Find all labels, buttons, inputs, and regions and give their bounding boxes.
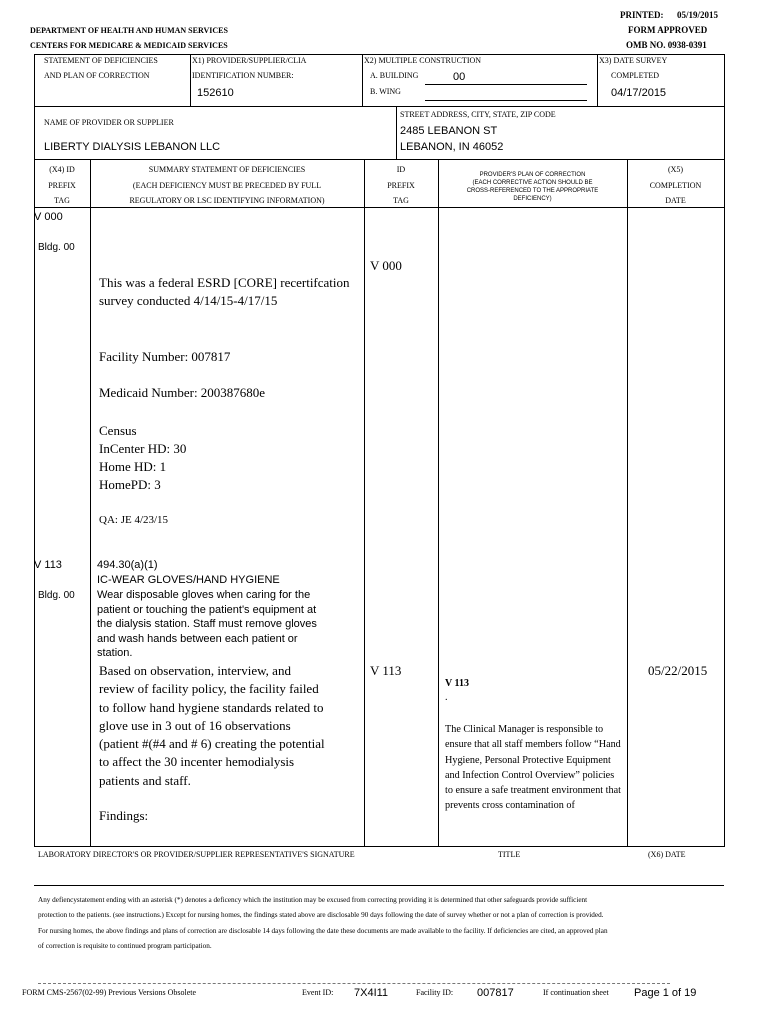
x3-label-1: X3) DATE SURVEY bbox=[599, 56, 668, 65]
x3-label-2: COMPLETED bbox=[611, 71, 659, 80]
building-value: 00 bbox=[453, 71, 466, 83]
facility-id-label: Facility ID: bbox=[416, 988, 454, 997]
id-tag-v113: V 113 bbox=[370, 663, 402, 678]
col-plan-1: PROVIDER'S PLAN OF CORRECTION bbox=[479, 172, 586, 178]
qa-note: QA: JE 4/23/15 bbox=[99, 514, 169, 526]
regulation-title: IC-WEAR GLOVES/HAND HYGIENE bbox=[97, 574, 280, 586]
statement-label-2: AND PLAN OF CORRECTION bbox=[44, 71, 150, 80]
col-id-2: PREFIX bbox=[387, 181, 415, 190]
plan-tag: V 113 bbox=[445, 678, 469, 689]
census-label: Census bbox=[99, 423, 137, 438]
director-signature-label: LABORATORY DIRECTOR'S OR PROVIDER/SUPPLIER REPRESENTATIVE'S SIGNATURE bbox=[38, 850, 355, 859]
tag-v000: V 000 bbox=[34, 211, 63, 223]
provider-name-label: NAME OF PROVIDER OR SUPPLIER bbox=[44, 118, 174, 127]
printed-label: PRINTED: bbox=[620, 10, 664, 20]
printed-date: 05/19/2015 bbox=[677, 10, 719, 20]
provider-id-number: 152610 bbox=[197, 87, 234, 99]
bldg-v113: Bldg. 00 bbox=[38, 590, 75, 601]
col-x5-3: DATE bbox=[665, 196, 686, 205]
dept-name: DEPARTMENT OF HEALTH AND HUMAN SERVICES bbox=[30, 26, 228, 35]
event-id: 7X4I11 bbox=[354, 987, 389, 999]
finding-text: Based on observation, interview, and review of facility policy, the facility failed to follow hand hygiene standards related to glove use in 3 out of 16 observations (patient #(#4 and # 6) creating the potential to affect the 30 incenter hemodialysis patients and staff. bbox=[99, 663, 325, 788]
survey-description: This was a federal ESRD [CORE] recertifcation survey conducted 4/14/15-4/17/15 bbox=[99, 275, 350, 308]
home-pd: HomePD: 3 bbox=[99, 477, 161, 492]
continuation-label: If continuation sheet bbox=[543, 988, 609, 997]
omb-number: OMB NO. 0938-0391 bbox=[626, 40, 707, 50]
col-x4-2: PREFIX bbox=[48, 181, 76, 190]
col-id-3: TAG bbox=[393, 196, 409, 205]
col-plan-4: DEFICIENCY) bbox=[513, 196, 552, 202]
x2-label: X2) MULTIPLE CONSTRUCTION bbox=[364, 56, 482, 65]
id-tag-v000: V 000 bbox=[370, 258, 402, 273]
event-id-label: Event ID: bbox=[302, 988, 334, 997]
regulation-text: Wear disposable gloves when caring for the patient or touching the patient's equipment at the dialysis station. Staff must remove gloves and wash hands between each patient or station. bbox=[97, 589, 317, 659]
home-hd: Home HD: 1 bbox=[99, 459, 167, 474]
disclaimer-text: Any defiencystatement ending with an asterisk (*) denotes a deficency which the institution may be excused from correcting providing it is determined that other safeguards provide sufficient protection to the patients. (see instructions.) Except for nursing homes, the findings stated above are disclosable 90 days following the date of survey whether or not a plan of correction is provided. For nursing homes, the above findings and plans of correction are disclosable 14 days following the date these documents are made available to the facility. If deficiencies are cited, an approved plan of correction is requisite to continued program participation. bbox=[38, 896, 608, 950]
form-approved: FORM APPROVED bbox=[628, 25, 708, 35]
page-number: Page 1 of 19 bbox=[634, 987, 697, 999]
provider-name: LIBERTY DIALYSIS LEBANON LLC bbox=[44, 141, 221, 153]
street-address: 2485 LEBANON ST bbox=[400, 125, 498, 137]
col-x4-1: (X4) ID bbox=[49, 165, 75, 174]
col-id-1: ID bbox=[396, 165, 406, 174]
bldg-v000: Bldg. 00 bbox=[38, 242, 75, 253]
form-id: FORM CMS-2567(02-99) Previous Versions Obsolete bbox=[22, 988, 197, 997]
col-summary-3: REGULATORY OR LSC IDENTIFYING INFORMATION) bbox=[129, 196, 325, 205]
tag-v113: V 113 bbox=[34, 559, 62, 571]
x1-label-2: IDENTIFICATION NUMBER: bbox=[192, 71, 294, 80]
col-summary-2: (EACH DEFICIENCY MUST BE PRECEDED BY FULL bbox=[132, 181, 322, 190]
col-summary-1: SUMMARY STATEMENT OF DEFICIENCIES bbox=[148, 165, 306, 174]
medicaid-number: Medicaid Number: 200387680e bbox=[99, 385, 266, 400]
col-plan-2: (EACH CORRECTIVE ACTION SHOULD BE bbox=[472, 180, 593, 186]
completion-date: 05/22/2015 bbox=[648, 663, 708, 678]
incenter-hd: InCenter HD: 30 bbox=[99, 441, 187, 456]
city-state-zip: LEBANON, IN 46052 bbox=[400, 141, 504, 153]
facility-number: Facility Number: 007817 bbox=[99, 349, 231, 364]
address-label: STREET ADDRESS, CITY, STATE, ZIP CODE bbox=[400, 110, 556, 119]
regulation-cite: 494.30(a)(1) bbox=[97, 559, 158, 571]
findings-label: Findings: bbox=[99, 808, 149, 823]
col-x5-1: (X5) bbox=[667, 165, 684, 174]
survey-date: 04/17/2015 bbox=[611, 87, 667, 99]
date-label: (X6) DATE bbox=[648, 850, 686, 859]
plan-dot: . bbox=[445, 692, 448, 703]
wing-label: B. WING bbox=[370, 87, 401, 96]
col-x4-3: TAG bbox=[54, 196, 70, 205]
building-label: A. BUILDING bbox=[370, 71, 419, 80]
facility-id: 007817 bbox=[477, 987, 514, 999]
centers-name: CENTERS FOR MEDICARE & MEDICAID SERVICES bbox=[30, 41, 228, 50]
statement-label-1: STATEMENT OF DEFICIENCIES bbox=[44, 56, 158, 65]
plan-text: The Clinical Manager is responsible to ensure that all staff members follow “Hand Hygiene, Personal Protective Equipment and Infection Control Overview” policies to ensure a safe treatment environment that prevents cross contamination of bbox=[445, 724, 621, 812]
col-x5-2: COMPLETION bbox=[649, 181, 702, 190]
x1-label-1: X1) PROVIDER/SUPPLIER/CLIA bbox=[192, 56, 307, 65]
title-label: TITLE bbox=[498, 850, 521, 859]
col-plan-3: CROSS-REFERENCED TO THE APPROPRIATE bbox=[466, 188, 599, 194]
